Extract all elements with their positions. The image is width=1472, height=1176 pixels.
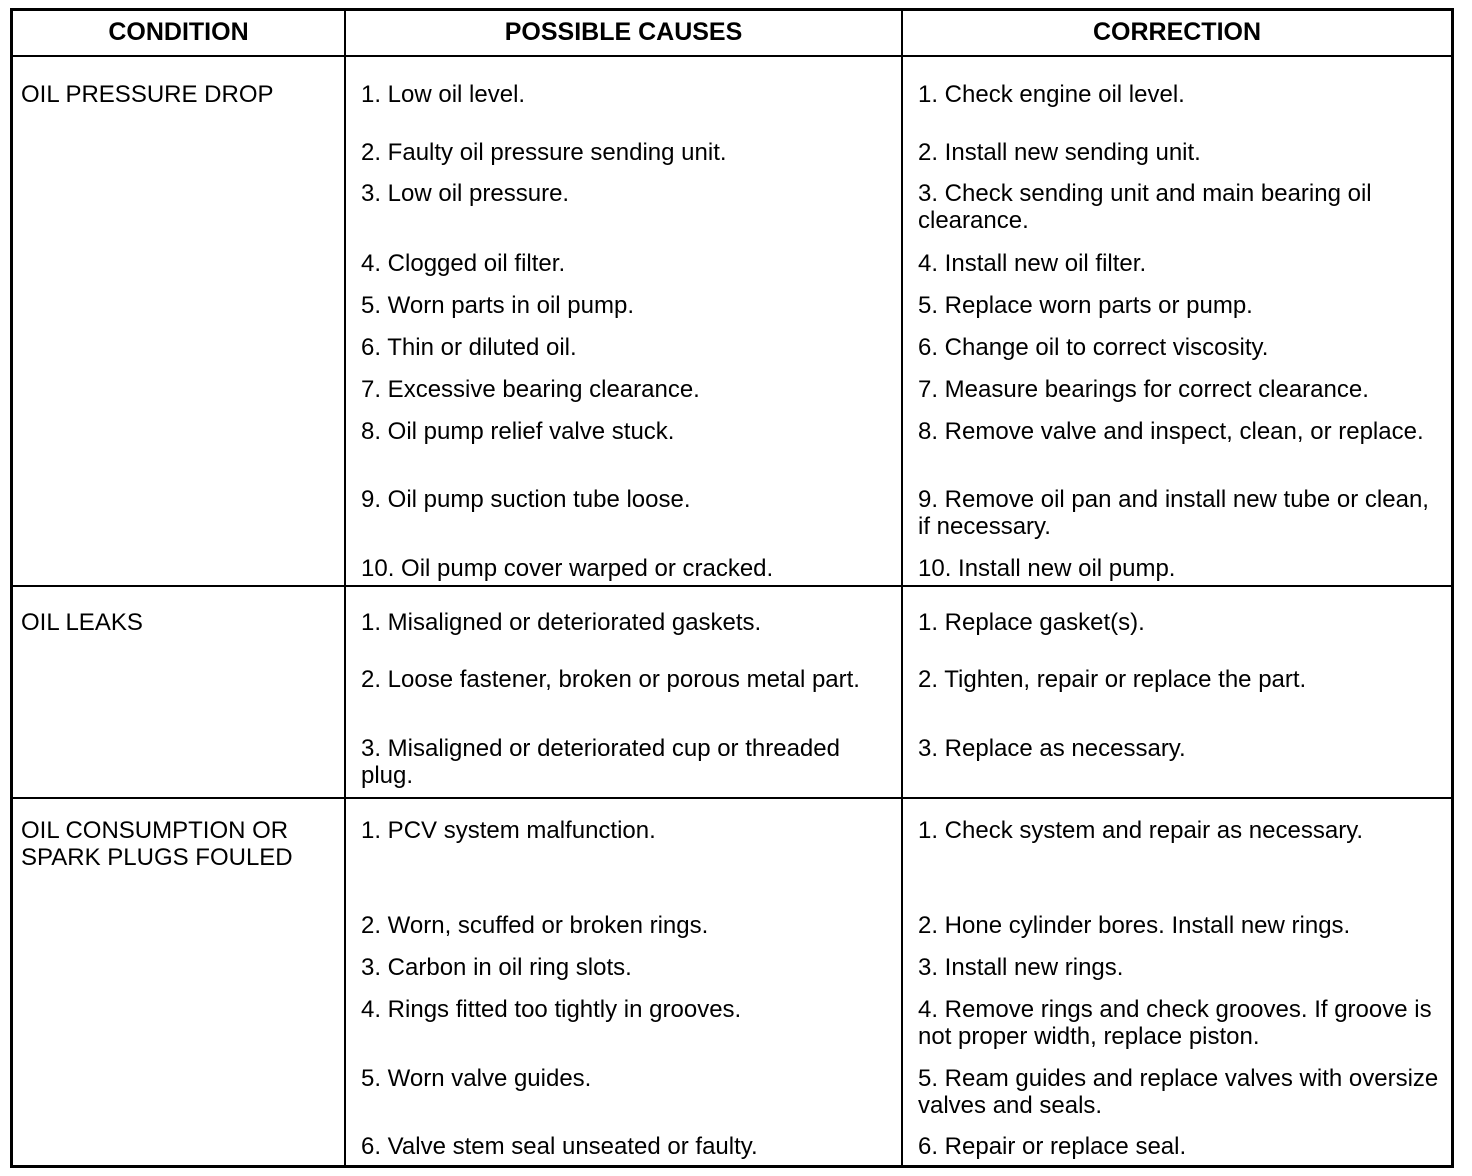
cause-item: 2. Faulty oil pressure sending unit.: [361, 139, 727, 166]
cause-item: 5. Worn valve guides.: [361, 1065, 592, 1092]
cause-item: 2. Loose fastener, broken or porous metal part.: [361, 666, 860, 693]
cause-item: 1. Low oil level.: [361, 81, 526, 108]
cause-item: 10. Oil pump cover warped or cracked.: [361, 555, 774, 582]
cause-item: 7. Excessive bearing clearance.: [361, 376, 700, 403]
header-causes: POSSIBLE CAUSES: [344, 11, 901, 55]
diagnosis-table: [10, 8, 1454, 1168]
cause-item: 3. Carbon in oil ring slots.: [361, 954, 632, 981]
corrections-cell: [901, 587, 1451, 797]
correction-item: 5. Replace worn parts or pump.: [918, 292, 1253, 319]
correction-item: 2. Tighten, repair or replace the part.: [918, 666, 1307, 693]
cause-item: 9. Oil pump suction tube loose.: [361, 486, 691, 513]
cause-item: 2. Worn, scuffed or broken rings.: [361, 912, 709, 939]
correction-item: 9. Remove oil pan and install new tube or clean, if necessary.: [918, 486, 1429, 540]
cause-item: 3. Misaligned or deteriorated cup or threaded plug.: [361, 735, 840, 789]
causes-cell: [344, 799, 901, 1165]
correction-item: 2. Hone cylinder bores. Install new rings.: [918, 912, 1351, 939]
corrections-cell: [901, 799, 1451, 1165]
cause-item: 1. Misaligned or deteriorated gaskets.: [361, 609, 762, 636]
correction-item: 8. Remove valve and inspect, clean, or replace.: [918, 418, 1424, 445]
header-condition: CONDITION: [108, 18, 249, 46]
condition-cell: [13, 587, 344, 797]
correction-item: 3. Install new rings.: [918, 954, 1124, 981]
header-row: [13, 11, 1451, 57]
condition-cell: [13, 799, 344, 1165]
correction-item: 1. Check system and repair as necessary.: [918, 817, 1364, 844]
group-oil-leaks: [13, 587, 1451, 799]
cause-item: 6. Thin or diluted oil.: [361, 334, 577, 361]
correction-item: 5. Ream guides and replace valves with oversize valves and seals.: [918, 1065, 1439, 1119]
correction-item: 3. Check sending unit and main bearing oil clearance.: [918, 180, 1372, 234]
header-correction: CORRECTION: [901, 11, 1451, 55]
correction-item: 6. Repair or replace seal.: [918, 1133, 1187, 1160]
causes-cell: [344, 587, 901, 797]
correction-item: 6. Change oil to correct viscosity.: [918, 334, 1269, 361]
correction-item: 4. Install new oil filter.: [918, 250, 1147, 277]
correction-item: 2. Install new sending unit.: [918, 139, 1201, 166]
correction-item: 4. Remove rings and check grooves. If groove is not proper width, replace piston.: [918, 996, 1432, 1050]
cause-item: 1. PCV system malfunction.: [361, 817, 656, 844]
correction-item: 1. Check engine oil level.: [918, 81, 1185, 108]
condition-text: OIL LEAKS: [21, 609, 143, 636]
group-oil-pressure-drop: [13, 57, 1451, 587]
cause-item: 8. Oil pump relief valve stuck.: [361, 418, 675, 445]
correction-item: 3. Replace as necessary.: [918, 735, 1186, 762]
cause-item: 4. Rings fitted too tightly in grooves.: [361, 996, 742, 1023]
causes-cell: [344, 57, 901, 585]
condition-text: OIL CONSUMPTION OR SPARK PLUGS FOULED: [21, 817, 293, 871]
condition-cell: [13, 57, 344, 585]
cause-item: 5. Worn parts in oil pump.: [361, 292, 635, 319]
correction-item: 7. Measure bearings for correct clearance.: [918, 376, 1369, 403]
correction-item: 1. Replace gasket(s).: [918, 609, 1145, 636]
cause-item: 6. Valve stem seal unseated or faulty.: [361, 1133, 758, 1160]
correction-item: 10. Install new oil pump.: [918, 555, 1176, 582]
corrections-cell: [901, 57, 1451, 585]
cause-item: 4. Clogged oil filter.: [361, 250, 566, 277]
cause-item: 3. Low oil pressure.: [361, 180, 570, 207]
condition-text: OIL PRESSURE DROP: [21, 81, 274, 108]
group-oil-consumption: [13, 799, 1451, 1165]
